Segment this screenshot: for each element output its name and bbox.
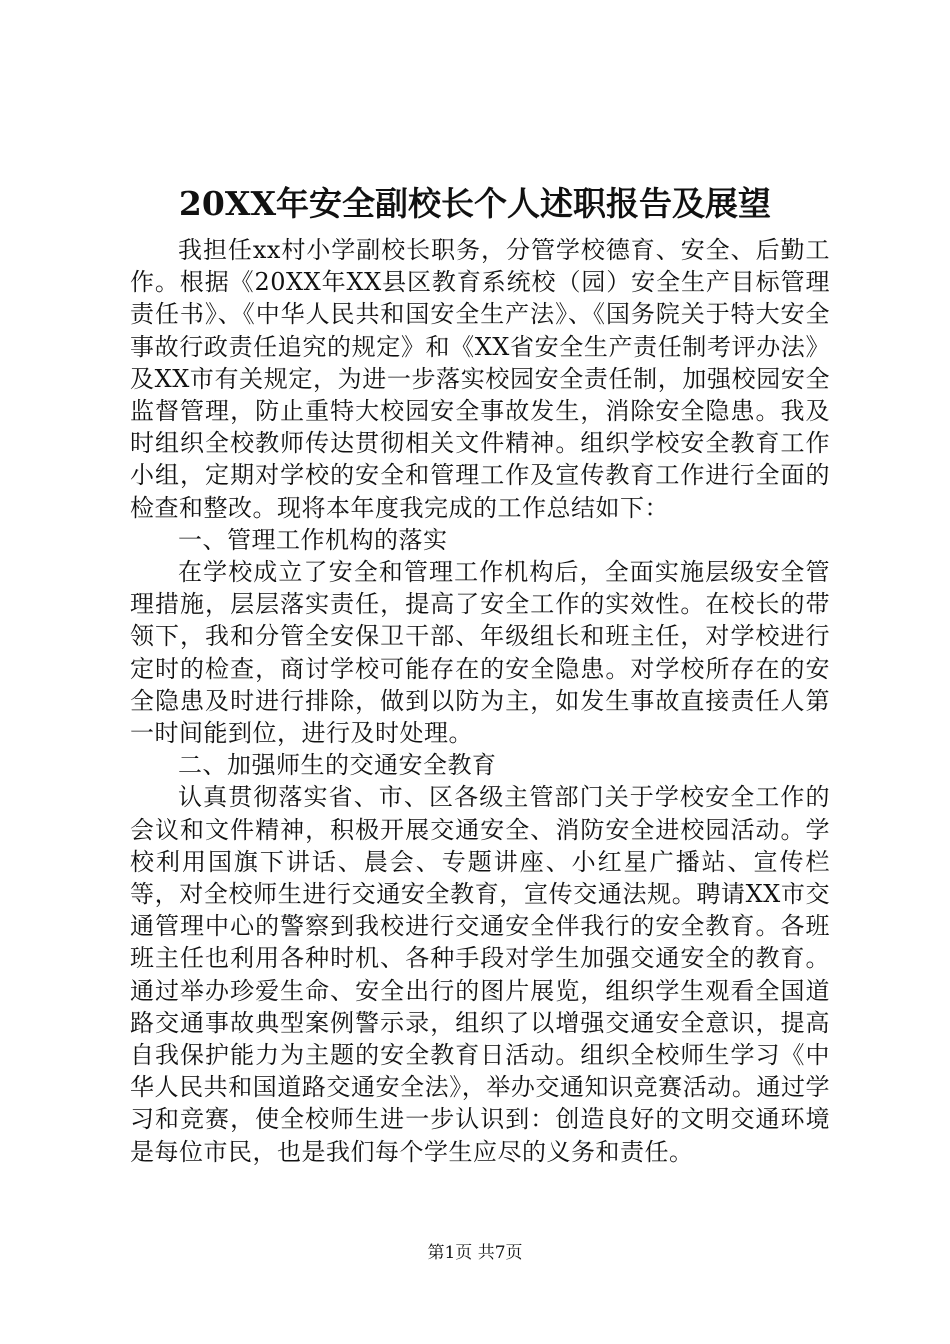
section-1-paragraph: 在学校成立了安全和管理工作机构后，全面实施层级安全管理措施，层层落实责任，提高了安全工作的实效性。在校长的带领下，我和分管全安保卫干部、年级组长和班主任，对学校进行定时的检查，商讨学校可能存在的安全隐患。对学校所存在的安全隐患及时进行排除，做到以防为主，如发生事故直接责任人第一时间能到位，进行及时处理。	[130, 558, 830, 748]
section-2-heading: 二、加强师生的交通安全教育	[178, 751, 497, 780]
page-number-footer: 第1页 共7页	[427, 1243, 523, 1263]
document-title: 20XX年安全副校长个人述职报告及展望	[178, 184, 772, 223]
intro-paragraph: 我担任xx村小学副校长职务，分管学校德育、安全、后勤工作。根据《20XX年XX县区教育系统校（园）安全生产目标管理责任书》、《中华人民共和国安全生产法》、《国务院关于特大安全事故行政责任追究的规定》和《XX省安全生产责任制考评办法》及XX市有关规定，为进一步落实校园安全责任制，加强校园安全监督管理，防止重特大校园安全事故发生，消除安全隐患。我及时组织全校教师传达贯彻相关文件精神。组织学校安全教育工作小组，定期对学校的安全和管理工作及宣传教育工作进行全面的检查和整改。现将本年度我完成的工作总结如下：	[130, 236, 830, 522]
section-2-paragraph: 认真贯彻落实省、市、区各级主管部门关于学校安全工作的会议和文件精神，积极开展交通安全、消防安全进校园活动。学校利用国旗下讲话、晨会、专题讲座、小红星广播站、宣传栏等，对全校师生进行交通安全教育，宣传交通法规。聘请XX市交通管理中心的警察到我校进行交通安全伴我行的安全教育。各班班主任也利用各种时机、各种手段对学生加强交通安全的教育。通过举办珍爱生命、安全出行的图片展览，组织学生观看全国道路交通事故典型案例警示录，组织了以增强交通安全意识，提高自我保护能力为主题的安全教育日活动。组织全校师生学习《中华人民共和国道路交通安全法》，举办交通知识竞赛活动。通过学习和竞赛，使全校师生进一步认识到：创造良好的文明交通环境是每位市民，也是我们每个学生应尽的义务和责任。	[130, 783, 830, 1166]
document-body	[130, 234, 830, 1168]
section-1-heading: 一、管理工作机构的落实	[178, 525, 448, 554]
